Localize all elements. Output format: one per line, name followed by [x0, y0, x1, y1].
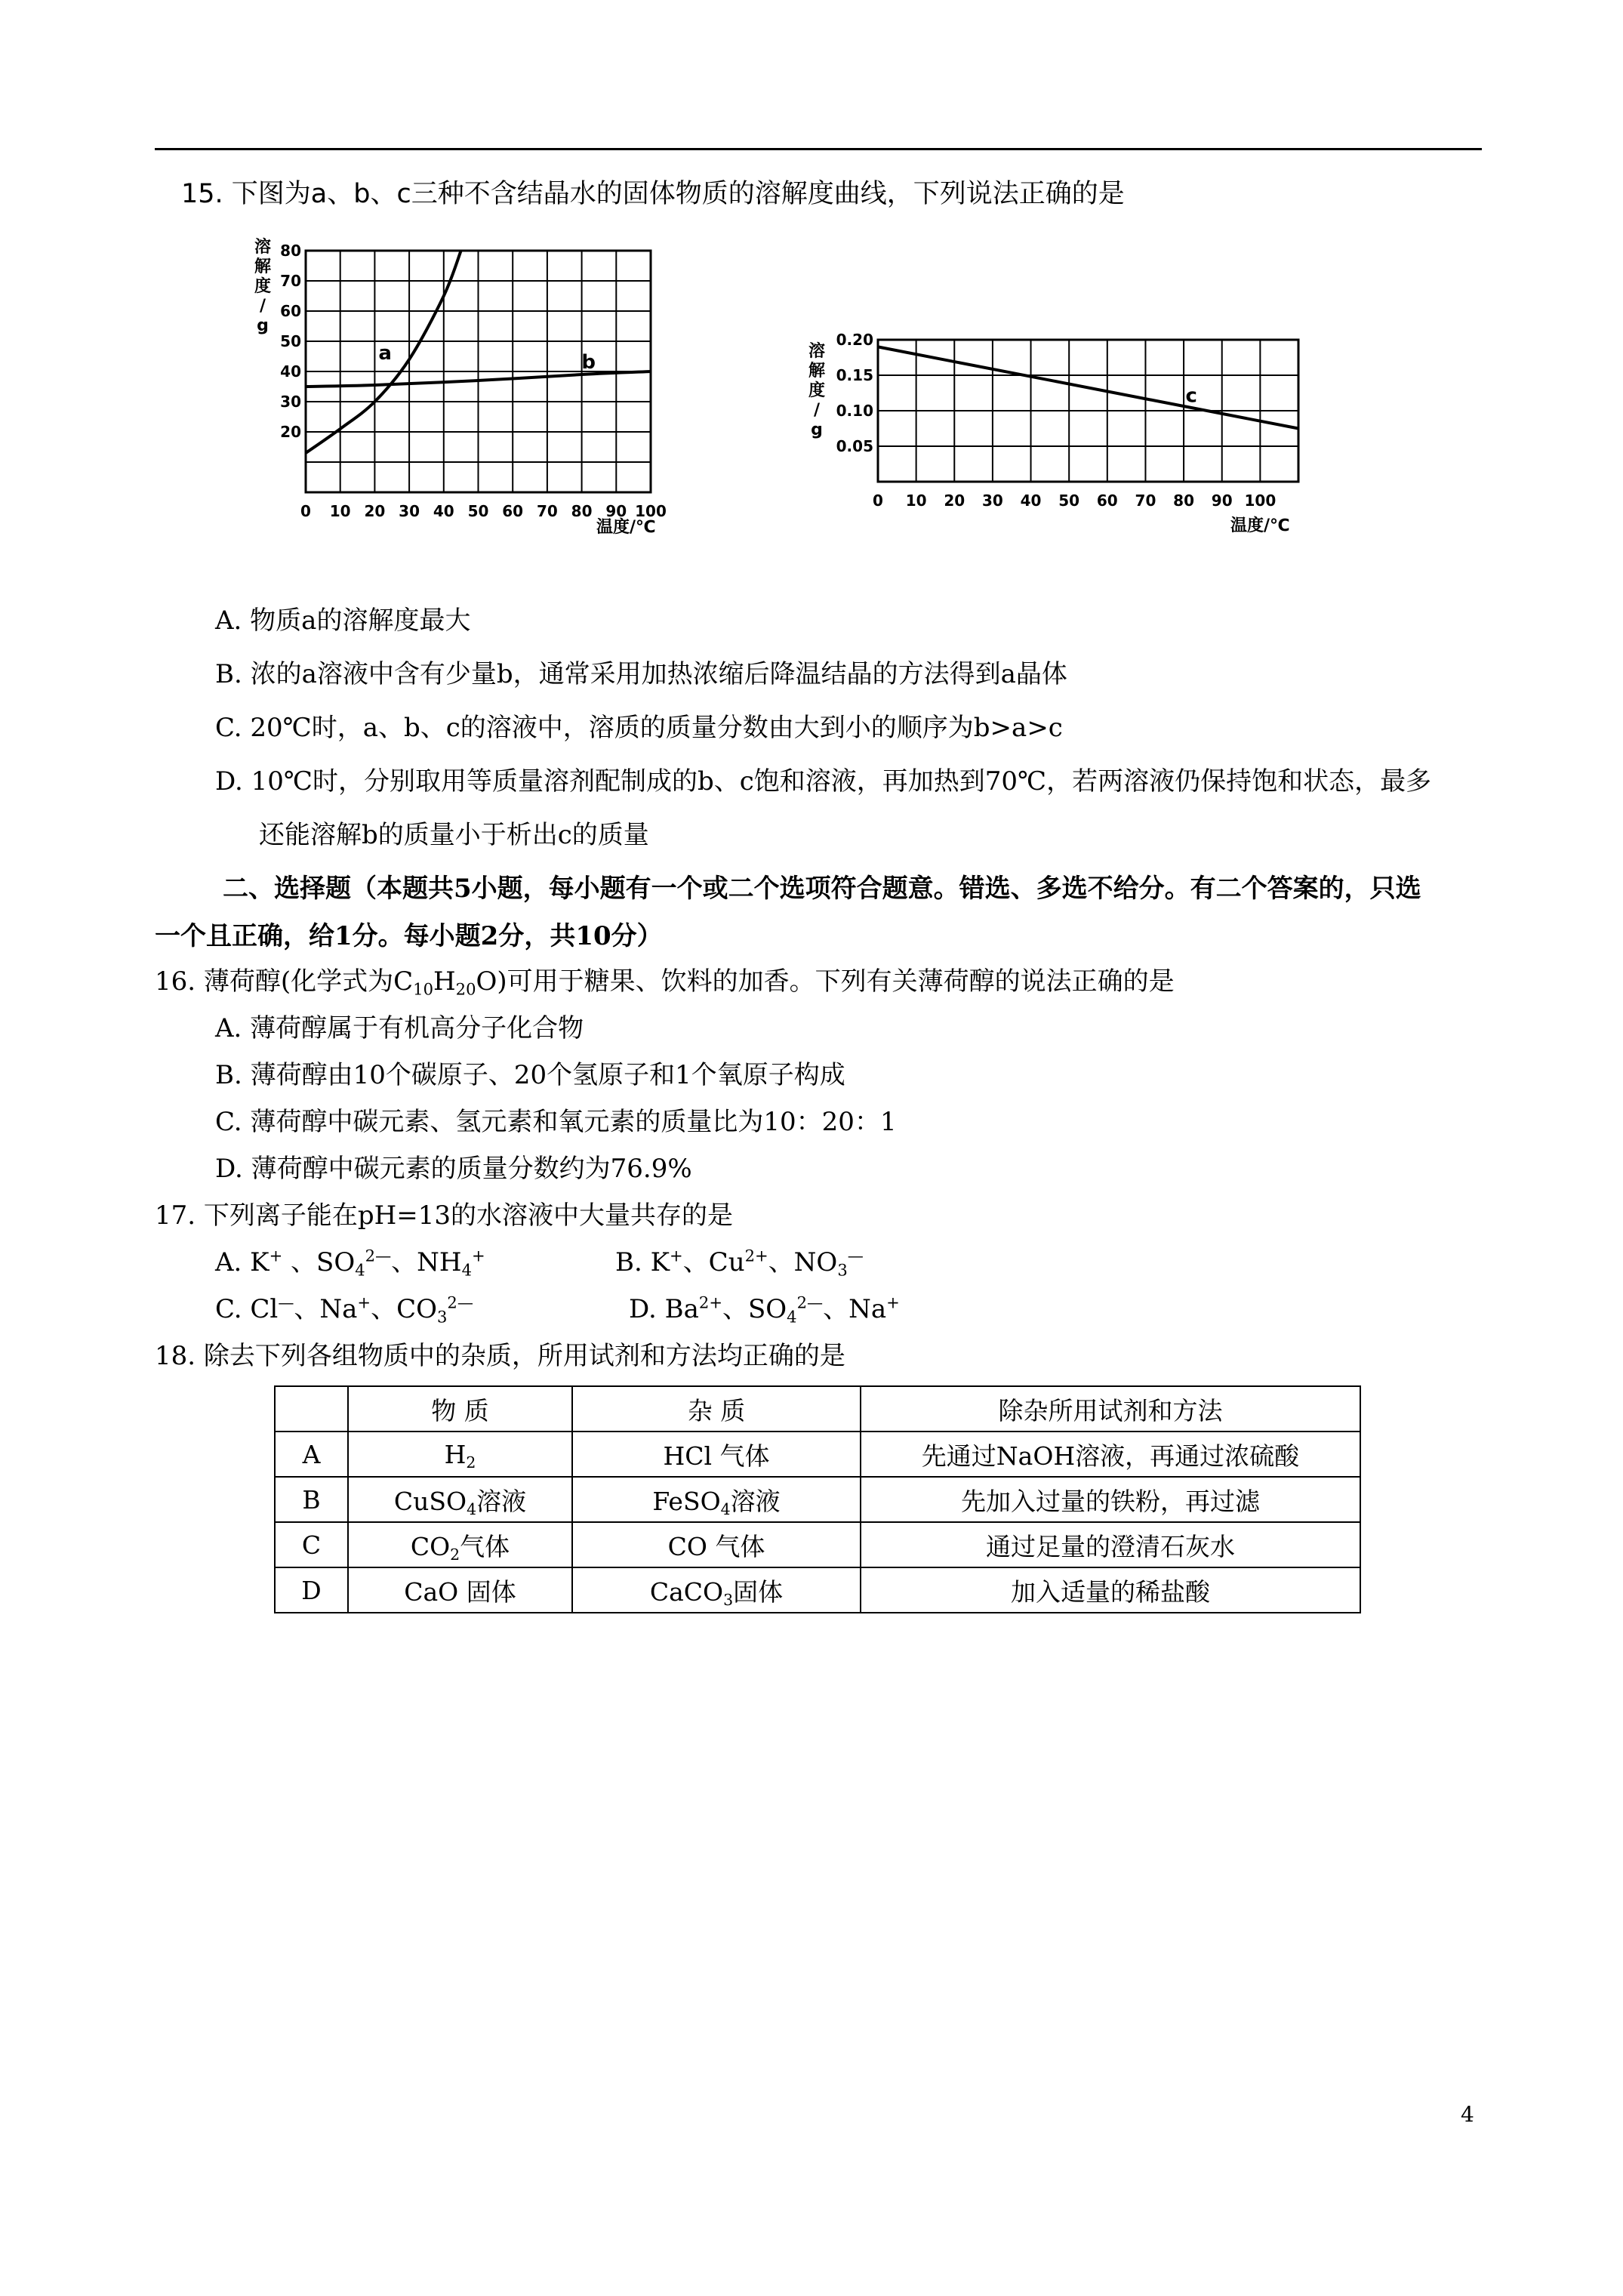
row-label: D [275, 1567, 348, 1613]
x-axis-label: 温度/℃ [1230, 516, 1290, 535]
section-2-heading-cont: 一个且正确，给1分。每小题2分，共10分） [155, 921, 663, 951]
q15-option-d: D. 10℃时，分别取用等质量溶剂配制成的b、c饱和溶液，再加热到70℃，若两溶液仍保持饱和状态，最多 [215, 766, 1432, 797]
substance-cell: CaO 固体 [348, 1567, 572, 1613]
question-17-stem: 17. 下列离子能在pH=13的水溶液中大量共存的是 [155, 1200, 734, 1231]
x-tick-label: 30 [981, 492, 1003, 510]
q17-option-d: D. $Ba^{2+}$、$SO_4^{2—}$、Na+ [629, 1293, 900, 1327]
row-label: A [275, 1432, 348, 1477]
substance-cell: $CO_2$气体 [348, 1522, 572, 1567]
x-tick-label: 20 [944, 492, 965, 510]
substance-cell: CuSO$_4$溶液 [348, 1477, 572, 1522]
impurity-removal-table [274, 1385, 1361, 1613]
y-axis-label-char: 溶 [254, 238, 272, 257]
q16-option-d: D. 薄荷醇中碳元素的质量分数约为76.9% [215, 1154, 692, 1184]
solubility-chart-c [778, 219, 1351, 551]
impurity-cell: FeSO$_4$溶液 [572, 1477, 861, 1522]
q15-option-c: C. 20℃时，a、b、c的溶液中，溶质的质量分数由大到小的顺序为b>a>c [215, 713, 1063, 743]
y-tick-label: 0.05 [836, 437, 873, 455]
q16-option-a: A. 薄荷醇属于有机高分子化合物 [215, 1013, 584, 1043]
table-header-cell: 物 质 [348, 1386, 572, 1432]
method-cell: 加入适量的稀盐酸 [861, 1567, 1360, 1613]
y-tick-label: 80 [280, 242, 301, 260]
table-row [275, 1432, 1360, 1477]
q15-option-b: B. 浓的a溶液中含有少量b，通常采用加热浓缩后降温结晶的方法得到a晶体 [215, 659, 1067, 689]
y-axis-label-char: / [813, 401, 821, 420]
x-tick-label: 0 [873, 492, 883, 510]
method-cell: 通过足量的澄清石灰水 [861, 1522, 1360, 1567]
question-15-stem: 15. 下图为a、b、c三种不含结晶水的固体物质的溶解度曲线，下列说法正确的是 [181, 179, 1125, 209]
section-2-heading: 二、选择题（本题共5小题，每小题有一个或二个选项符合题意。错选、多选不给分。有二个答案的，只选 [223, 874, 1421, 904]
row-label: C [275, 1522, 348, 1567]
x-tick-label: 40 [433, 502, 454, 520]
q17-option-c: C. Cl—、Na+、$CO_3^{2—}$ [215, 1293, 473, 1327]
x-tick-label: 10 [329, 502, 351, 520]
table-header-cell: 杂 质 [572, 1386, 861, 1432]
y-tick-label: 0.10 [836, 402, 873, 420]
q16-option-b: B. 薄荷醇由10个碳原子、20个氢原子和1个氧原子构成 [215, 1060, 845, 1090]
x-tick-label: 10 [905, 492, 927, 510]
impurity-cell: CaCO$_3$固体 [572, 1567, 861, 1613]
x-tick-label: 80 [1173, 492, 1195, 510]
page-number: 4 [1461, 2102, 1474, 2127]
y-tick-label: 60 [280, 302, 301, 320]
table-row [275, 1567, 1360, 1613]
x-tick-label: 100 [635, 502, 667, 520]
x-tick-label: 50 [1058, 492, 1080, 510]
substance-cell: $H_2$ [348, 1432, 572, 1477]
q17-option-a: A. K+ 、$SO_4^{2—}$、$NH_4^+$ [215, 1246, 485, 1280]
y-tick-label: 70 [280, 272, 301, 290]
x-tick-label: 70 [536, 502, 558, 520]
q15-option-d-continued: 还能溶解b的质量小于析出c的质量 [259, 820, 649, 850]
table-row [275, 1522, 1360, 1567]
question-16-stem: 16. 薄荷醇(化学式为$C_{10}H_{20}O$)可用于糖果、饮料的加香。下列有关薄荷醇的说法正确的是 [155, 966, 1175, 999]
x-tick-label: 60 [1096, 492, 1118, 510]
y-axis-label-char: 解 [254, 257, 272, 276]
header-rule [155, 148, 1482, 150]
x-axis-label: 温度/℃ [596, 518, 656, 536]
method-cell: 先加入过量的铁粉，再过滤 [861, 1477, 1360, 1522]
x-tick-label: 20 [364, 502, 386, 520]
q16-option-c: C. 薄荷醇中碳元素、氢元素和氧元素的质量比为10：20：1 [215, 1107, 897, 1137]
table-header-cell [275, 1386, 348, 1432]
y-axis-label-char: g [811, 421, 823, 439]
table-header-cell: 除杂所用试剂和方法 [861, 1386, 1360, 1432]
x-tick-label: 50 [467, 502, 489, 520]
y-axis-label-char: 解 [808, 362, 826, 381]
y-tick-label: 0.20 [836, 331, 873, 349]
x-tick-label: 100 [1244, 492, 1277, 510]
series-label-a: a [378, 342, 392, 365]
table-header-row [275, 1386, 1360, 1432]
q17-option-b: B. K+、$Cu^{2+}$、$NO_3^—$ [615, 1246, 864, 1280]
y-tick-label: 0.15 [836, 366, 873, 384]
x-tick-label: 90 [1211, 492, 1233, 510]
impurity-cell: CO 气体 [572, 1522, 861, 1567]
table-row [275, 1477, 1360, 1522]
y-axis-label-char: / [259, 297, 266, 316]
x-tick-label: 0 [300, 502, 311, 520]
x-tick-label: 70 [1135, 492, 1156, 510]
y-axis-label-char: 度 [808, 381, 826, 400]
impurity-cell: HCl 气体 [572, 1432, 861, 1477]
x-tick-label: 80 [571, 502, 593, 520]
y-axis-label-char: 溶 [808, 342, 826, 361]
y-axis-label-char: g [257, 316, 269, 335]
x-tick-label: 60 [502, 502, 524, 520]
y-axis-label-char: 度 [254, 277, 272, 296]
x-tick-label: 90 [605, 502, 627, 520]
row-label: B [275, 1477, 348, 1522]
x-tick-label: 40 [1020, 492, 1042, 510]
method-cell: 先通过NaOH溶液，再通过浓硫酸 [861, 1432, 1360, 1477]
series-label-b: b [581, 351, 596, 374]
q15-option-a: A. 物质a的溶解度最大 [215, 606, 471, 636]
y-tick-label: 50 [280, 332, 301, 350]
y-tick-label: 40 [280, 362, 301, 381]
question-18-stem: 18. 除去下列各组物质中的杂质，所用试剂和方法均正确的是 [155, 1341, 845, 1371]
y-tick-label: 30 [280, 393, 301, 411]
series-label-c: c [1185, 384, 1197, 408]
series-line-c [878, 347, 1298, 428]
y-tick-label: 20 [280, 423, 301, 441]
x-tick-label: 30 [399, 502, 420, 520]
